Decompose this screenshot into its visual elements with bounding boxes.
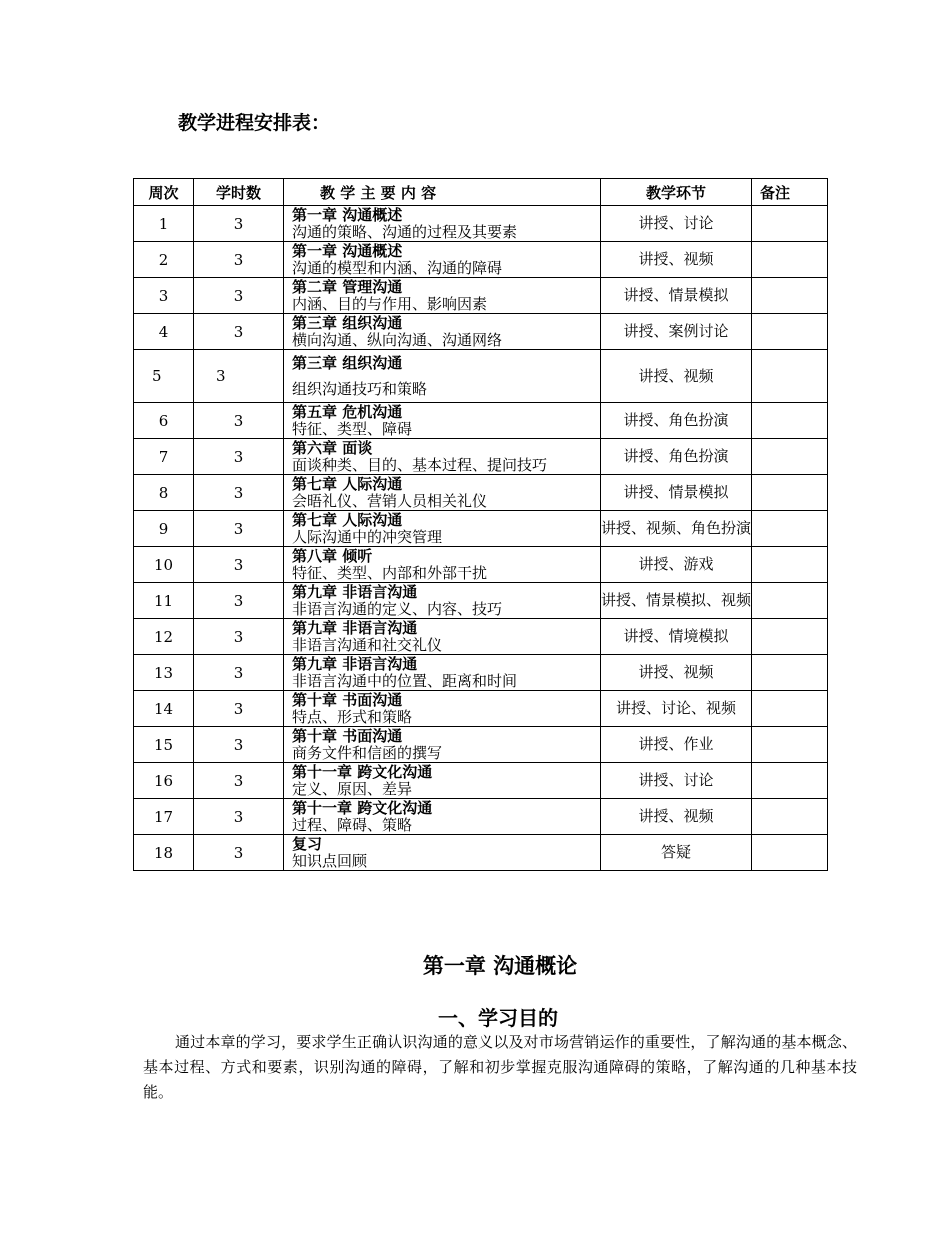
section-title: 一、学习目的 — [438, 1006, 558, 1030]
cell-note — [752, 206, 828, 242]
cell-note — [752, 799, 828, 835]
cell-content — [284, 727, 601, 763]
table-row — [134, 242, 828, 278]
content-detail: 沟通的策略、沟通的过程及其要素 — [292, 222, 518, 241]
table-row — [134, 314, 828, 350]
table-row — [134, 691, 828, 727]
cell-note — [752, 475, 828, 511]
cell-method: 讲授、情景模拟、视频 — [601, 583, 752, 619]
cell-note — [752, 835, 828, 871]
cell-method: 讲授、视频 — [601, 799, 752, 835]
content-chapter: 第七章 人际沟通 — [292, 474, 403, 493]
cell-method: 讲授、讨论、视频 — [601, 691, 752, 727]
cell-content — [284, 619, 601, 655]
cell-hours: 3 — [194, 511, 284, 547]
table-row — [134, 619, 828, 655]
cell-week: 6 — [134, 403, 194, 439]
cell-method: 讲授、视频、角色扮演 — [601, 511, 752, 547]
content-chapter: 第十章 书面沟通 — [292, 690, 403, 709]
cell-content — [284, 403, 601, 439]
table-row — [134, 583, 828, 619]
content-chapter: 第十章 书面沟通 — [292, 726, 403, 745]
cell-hours: 3 — [194, 835, 284, 871]
cell-hours: 3 — [194, 547, 284, 583]
cell-week: 15 — [134, 727, 194, 763]
cell-week: 1 — [134, 206, 194, 242]
cell-method: 讲授、情景模拟 — [601, 475, 752, 511]
content-chapter: 第三章 组织沟通 — [292, 313, 403, 332]
cell-note — [752, 727, 828, 763]
cell-hours: 3 — [194, 691, 284, 727]
cell-hours: 3 — [194, 278, 284, 314]
page-title: 教学进程安排表： — [178, 112, 331, 134]
cell-hours: 3 — [194, 583, 284, 619]
cell-method: 讲授、讨论 — [601, 206, 752, 242]
content-chapter: 第一章 沟通概述 — [292, 241, 403, 260]
schedule-table — [133, 178, 828, 871]
table-row — [134, 835, 828, 871]
cell-method: 讲授、视频 — [601, 242, 752, 278]
table-body — [134, 206, 828, 871]
cell-hours: 3 — [194, 655, 284, 691]
content-detail: 组织沟通技巧和策略 — [292, 379, 428, 398]
cell-week: 18 — [134, 835, 194, 871]
chapter-title: 第一章 沟通概论 — [422, 954, 578, 978]
cell-week: 7 — [134, 439, 194, 475]
content-detail: 知识点回顾 — [292, 851, 368, 870]
cell-method: 讲授、视频 — [601, 655, 752, 691]
cell-note — [752, 314, 828, 350]
cell-week: 14 — [134, 691, 194, 727]
table-row — [134, 547, 828, 583]
content-chapter: 第八章 倾听 — [292, 546, 373, 565]
content-chapter: 复习 — [292, 834, 323, 853]
cell-content — [284, 511, 601, 547]
cell-content — [284, 799, 601, 835]
content-chapter: 第七章 人际沟通 — [292, 510, 403, 529]
cell-method: 讲授、讨论 — [601, 763, 752, 799]
content-chapter: 第十一章 跨文化沟通 — [292, 798, 433, 817]
cell-hours: 3 — [194, 403, 284, 439]
cell-note — [752, 439, 828, 475]
header-method: 教学环节 — [601, 179, 752, 206]
cell-week: 17 — [134, 799, 194, 835]
content-detail: 非语言沟通和社交礼仪 — [292, 635, 443, 654]
cell-hours: 3 — [194, 206, 284, 242]
content-chapter: 第十一章 跨文化沟通 — [292, 762, 433, 781]
cell-content — [284, 475, 601, 511]
cell-content — [284, 583, 601, 619]
table-row — [134, 799, 828, 835]
content-detail: 内涵、目的与作用、影响因素 — [292, 294, 488, 313]
cell-note — [752, 763, 828, 799]
cell-note — [752, 619, 828, 655]
cell-hours: 3 — [194, 439, 284, 475]
cell-week: 5 — [134, 350, 194, 403]
content-detail: 商务文件和信函的撰写 — [292, 743, 443, 762]
cell-note — [752, 350, 828, 403]
cell-week: 4 — [134, 314, 194, 350]
header-note: 备注 — [752, 179, 828, 206]
content-detail: 人际沟通中的冲突管理 — [292, 527, 443, 546]
cell-content — [284, 763, 601, 799]
header-hours: 学时数 — [194, 179, 284, 206]
cell-week: 9 — [134, 511, 194, 547]
cell-content — [284, 835, 601, 871]
table-row — [134, 278, 828, 314]
cell-method: 讲授、角色扮演 — [601, 439, 752, 475]
cell-content — [284, 350, 601, 403]
cell-method: 讲授、情景模拟 — [601, 278, 752, 314]
content-detail: 会晤礼仪、营销人员相关礼仪 — [292, 491, 488, 510]
cell-content — [284, 206, 601, 242]
table-row — [134, 206, 828, 242]
table-header-row — [134, 179, 828, 206]
cell-note — [752, 278, 828, 314]
cell-week: 3 — [134, 278, 194, 314]
cell-content — [284, 242, 601, 278]
cell-week: 13 — [134, 655, 194, 691]
content-chapter: 第五章 危机沟通 — [292, 402, 403, 421]
table-row — [134, 403, 828, 439]
content-detail: 特点、形式和策略 — [292, 707, 413, 726]
content-chapter: 第六章 面谈 — [292, 438, 373, 457]
cell-note — [752, 511, 828, 547]
cell-content — [284, 547, 601, 583]
content-detail: 面谈种类、目的、基本过程、提问技巧 — [292, 455, 548, 474]
cell-method: 讲授、情境模拟 — [601, 619, 752, 655]
header-content: 教 学 主 要 内 容 — [284, 179, 601, 206]
table-row — [134, 475, 828, 511]
cell-note — [752, 547, 828, 583]
cell-hours: 3 — [194, 475, 284, 511]
cell-method: 讲授、案例讨论 — [601, 314, 752, 350]
content-chapter: 第二章 管理沟通 — [292, 277, 403, 296]
cell-hours: 3 — [194, 350, 284, 403]
cell-week: 8 — [134, 475, 194, 511]
cell-hours: 3 — [194, 242, 284, 278]
table-row — [134, 439, 828, 475]
cell-week: 10 — [134, 547, 194, 583]
cell-method: 讲授、视频 — [601, 350, 752, 403]
cell-method: 答疑 — [601, 835, 752, 871]
cell-hours: 3 — [194, 799, 284, 835]
cell-hours: 3 — [194, 619, 284, 655]
content-detail: 特征、类型、障碍 — [292, 419, 413, 438]
table-row — [134, 763, 828, 799]
cell-hours: 3 — [194, 727, 284, 763]
cell-method: 讲授、作业 — [601, 727, 752, 763]
cell-method: 讲授、角色扮演 — [601, 403, 752, 439]
cell-content — [284, 439, 601, 475]
table-row — [134, 350, 828, 403]
content-detail: 过程、障碍、策略 — [292, 815, 413, 834]
cell-week: 11 — [134, 583, 194, 619]
cell-note — [752, 403, 828, 439]
content-detail: 特征、类型、内部和外部干扰 — [292, 563, 488, 582]
table-row — [134, 655, 828, 691]
header-week: 周次 — [134, 179, 194, 206]
body-paragraph: 通过本章的学习，要求学生正确认识沟通的意义以及对市场营销运作的重要性，了解沟通的基本概念、基本过程、方式和要素，识别沟通的障碍，了解和初步掌握克服沟通障碍的策略，了解沟通的几种基本技能。 — [143, 1033, 857, 1101]
cell-week: 12 — [134, 619, 194, 655]
cell-content — [284, 691, 601, 727]
content-chapter: 第三章 组织沟通 — [292, 353, 403, 372]
content-chapter: 第九章 非语言沟通 — [292, 582, 418, 601]
cell-week: 16 — [134, 763, 194, 799]
content-detail: 非语言沟通的定义、内容、技巧 — [292, 599, 503, 618]
cell-note — [752, 242, 828, 278]
content-detail: 非语言沟通中的位置、距离和时间 — [292, 671, 518, 690]
cell-content — [284, 655, 601, 691]
cell-content — [284, 314, 601, 350]
cell-hours: 3 — [194, 314, 284, 350]
cell-content — [284, 278, 601, 314]
content-detail: 定义、原因、差异 — [292, 779, 413, 798]
cell-note — [752, 583, 828, 619]
cell-hours: 3 — [194, 763, 284, 799]
content-detail: 横向沟通、纵向沟通、沟通网络 — [292, 330, 503, 349]
content-detail: 沟通的模型和内涵、沟通的障碍 — [292, 258, 503, 277]
table-row — [134, 727, 828, 763]
content-chapter: 第一章 沟通概述 — [292, 205, 403, 224]
cell-method: 讲授、游戏 — [601, 547, 752, 583]
table-row — [134, 511, 828, 547]
cell-week: 2 — [134, 242, 194, 278]
cell-note — [752, 691, 828, 727]
content-chapter: 第九章 非语言沟通 — [292, 654, 418, 673]
content-chapter: 第九章 非语言沟通 — [292, 618, 418, 637]
cell-note — [752, 655, 828, 691]
